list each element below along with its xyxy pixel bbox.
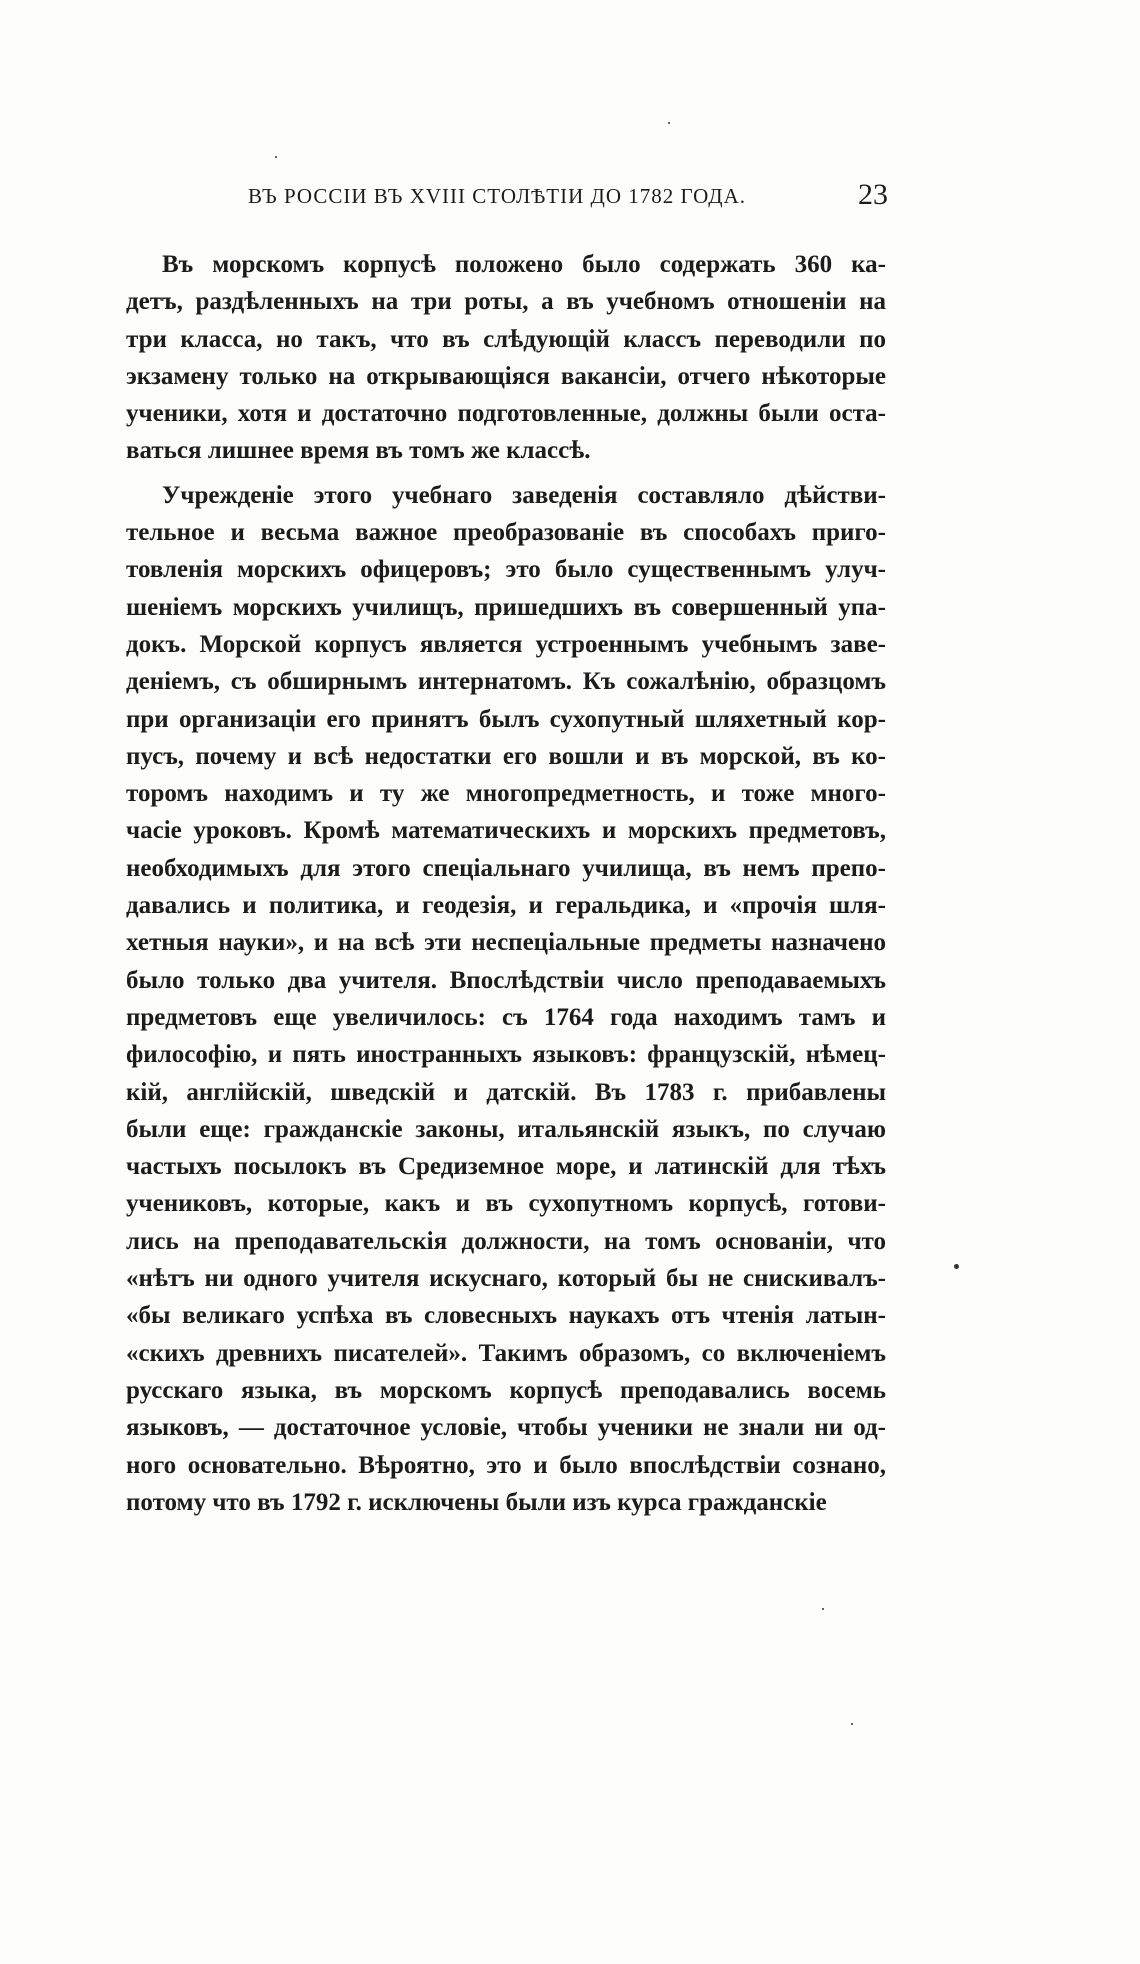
text-line: было только два учителя. Впослѣдствіи число преподаваемыхъ <box>126 966 886 994</box>
paragraph <box>126 246 886 470</box>
running-header-title: ВЪ РОССІИ ВЪ XVIII СТОЛѢТІИ ДО 1782 ГОДА. <box>248 184 746 208</box>
scan-speck <box>851 1723 853 1725</box>
text-line: были еще: гражданскіе законы, итальянскій языкъ, по случаю <box>126 1115 886 1143</box>
text-line: потому что въ 1792 г. исключены были изъ курса гражданскіе <box>126 1488 827 1516</box>
text-line: деніемъ, съ обширнымъ интернатомъ. Къ сожалѣнію, образцомъ <box>126 668 886 696</box>
text-line: Въ морскомъ корпусѣ положено было содержать 360 ка- <box>162 251 886 278</box>
text-line: кій, англійскій, шведскій и датскій. Въ 1783 г. прибавлены <box>126 1078 886 1106</box>
text-line: русскаго языка, въ морскомъ корпусѣ преподавались восемь <box>126 1376 886 1404</box>
text-line: ученики, хотя и достаточно подготовленные, должны были оста- <box>126 400 886 428</box>
scan-speck <box>954 1264 959 1269</box>
text-line: тельное и весьма важное преобразованіе въ способахъ приго- <box>126 519 886 547</box>
text-line: необходимыхъ для этого спеціальнаго училища, въ немъ препо- <box>126 854 886 882</box>
text-line: философію, и пять иностранныхъ языковъ: французскій, нѣмец- <box>126 1041 886 1069</box>
body-text <box>126 246 886 1521</box>
text-line: товленія морскихъ офицеровъ; это было существеннымъ улуч- <box>126 556 886 584</box>
running-header <box>248 178 888 218</box>
text-line: при организаціи его принятъ былъ сухопутный шляхетный кор- <box>126 705 886 733</box>
page-number: 23 <box>858 178 888 211</box>
text-line: ваться лишнее время въ томъ же классѣ. <box>126 437 591 465</box>
text-line: пусъ, почему и всѣ недостатки его вошли и въ морской, въ ко- <box>126 742 886 770</box>
scan-speck <box>275 156 277 158</box>
text-line: частыхъ посылокъ въ Средиземное море, и латинскій для тѣхъ <box>126 1153 886 1181</box>
text-line: хетныя науки», и на всѣ эти неспеціальные предметы назначено <box>126 929 886 957</box>
paragraph <box>126 477 886 1521</box>
text-line: «бы великаго успѣха въ словесныхъ наукахъ отъ чтенія латын- <box>126 1302 886 1330</box>
text-line: докъ. Морской корпусъ является устроеннымъ учебнымъ заве- <box>126 630 886 658</box>
text-line: три класса, но такъ, что въ слѣдующій классъ переводили по <box>126 325 886 353</box>
text-line: «скихъ древнихъ писателей». Такимъ образомъ, со включеніемъ <box>126 1339 886 1367</box>
paragraph-gap <box>126 470 886 477</box>
text-line: Учрежденіе этого учебнаго заведенія составляло дѣйстви- <box>162 481 886 509</box>
text-line: торомъ находимъ и ту же многопредметность, и тоже много- <box>126 780 886 808</box>
text-line: «нѣтъ ни одного учителя искуснаго, который бы не снискивалъ- <box>126 1265 886 1293</box>
scan-speck <box>668 122 670 124</box>
text-line: ного основательно. Вѣроятно, это и было впослѣдствіи сознано, <box>126 1451 886 1479</box>
text-line: языковъ, — достаточное условіе, чтобы ученики не знали ни од- <box>126 1414 886 1442</box>
text-line: давались и политика, и геодезія, и геральдика, и «прочія шля- <box>126 892 886 920</box>
text-line: экзамену только на открывающіяся вакансіи, отчего нѣкоторые <box>126 362 886 390</box>
text-line: детъ, раздѣленныхъ на три роты, а въ учебномъ отношеніи на <box>126 288 886 316</box>
text-line: шеніемъ морскихъ училищъ, пришедшихъ въ совершенный упа- <box>126 593 886 621</box>
text-line: часіе уроковъ. Кромѣ математическихъ и морскихъ предметовъ, <box>126 817 886 845</box>
text-line: предметовъ еще увеличилось: съ 1764 года находимъ тамъ и <box>126 1003 886 1031</box>
text-line: учениковъ, которые, какъ и въ сухопутномъ корпусѣ, готови- <box>126 1190 886 1218</box>
text-line: лись на преподавательскія должности, на томъ основаніи, что <box>126 1227 886 1255</box>
scan-speck <box>822 1608 824 1610</box>
